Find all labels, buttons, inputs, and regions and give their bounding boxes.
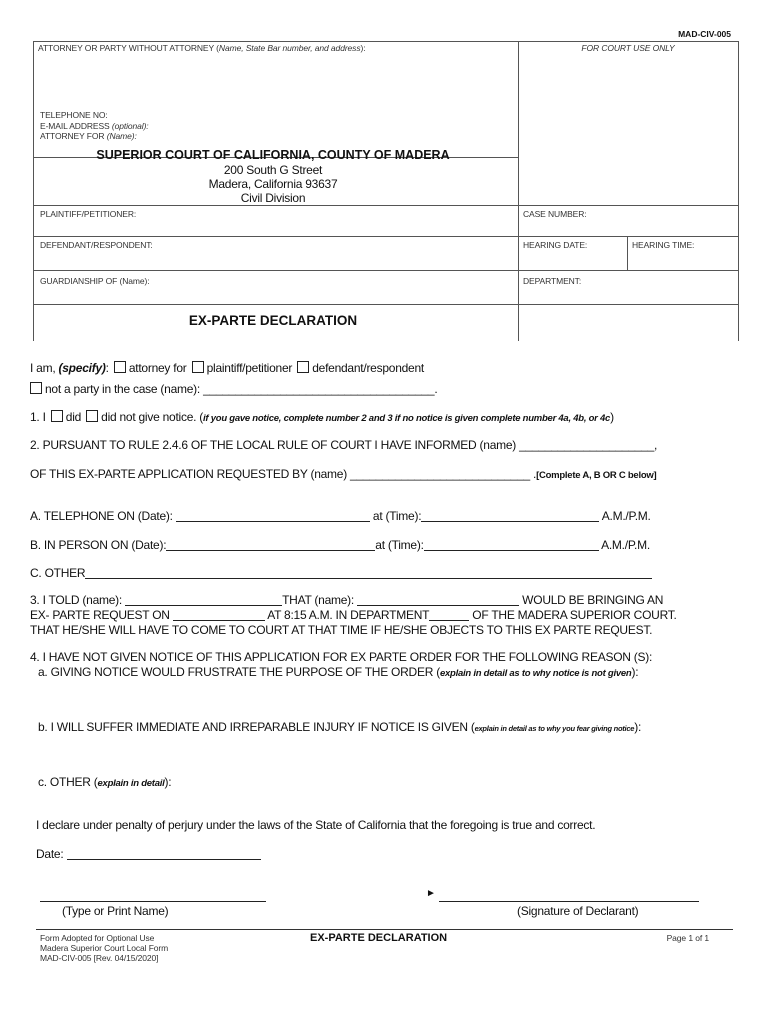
c-other-field[interactable] [85, 567, 652, 579]
date-field[interactable] [67, 848, 261, 860]
plaintiff-label: plaintiff/petitioner [206, 361, 293, 375]
attorney-hint: Name, State Bar number, and address [218, 43, 361, 53]
q2b-text: OF THIS EX-PARTE APPLICATION REQUESTED BY (name) ____________________________ . [30, 467, 537, 481]
divider [33, 270, 738, 271]
court-name: SUPERIOR COURT OF CALIFORNIA, COUNTY OF MADERA [96, 148, 450, 162]
a-ampm: A.M./P.M. [601, 509, 651, 523]
q3-told-label: 3. I TOLD (name): [30, 593, 126, 607]
divider [33, 41, 34, 341]
b-label: B. IN PERSON ON (Date): [30, 538, 167, 552]
iam-text: I am, [30, 361, 59, 375]
q4b-hint: explain in detail as to why you fear giving notice [474, 724, 635, 733]
divider [627, 236, 628, 270]
date-label: Date: [36, 847, 67, 861]
plaintiff-field[interactable]: PLAINTIFF/PETITIONER: [40, 209, 137, 219]
option-c-row [30, 566, 652, 580]
form-id: MAD-CIV-005 [678, 29, 731, 39]
guardianship-field[interactable]: GUARDIANSHIP OF (Name): [40, 276, 150, 286]
role-row [30, 361, 424, 375]
divider [33, 41, 738, 42]
q3-told-name-field[interactable] [125, 594, 282, 606]
telephone-label[interactable]: TELEPHONE NO: [40, 110, 108, 120]
q3-court-text: OF THE MADERA SUPERIOR COURT. [469, 608, 677, 622]
q1-end: ) [610, 410, 614, 424]
q4a-text: a. GIVING NOTICE WOULD FRUSTRATE THE PURPOSE OF THE ORDER ( [38, 665, 440, 679]
b-time-field[interactable] [424, 539, 599, 551]
print-name-label: (Type or Print Name) [62, 904, 169, 918]
divider [738, 41, 739, 341]
q4c-hint: explain in detail [97, 778, 165, 789]
footer-title: EX-PARTE DECLARATION [310, 932, 448, 944]
declaration-statement: I declare under penalty of perjury under the laws of the State of California that the foregoing is true and correct. [36, 818, 596, 832]
page-number: Page 1 of 1 [666, 933, 709, 943]
q1-hint: if you gave notice, complete number 2 and 3 if no notice is given complete number 4a, 4b, or 4c [203, 413, 611, 424]
plaintiff-checkbox[interactable] [192, 361, 204, 373]
q4a-hint: explain in detail as to why notice is not given [439, 668, 632, 679]
print-name-field[interactable] [40, 901, 266, 902]
q3-that-label: THAT (name): [282, 593, 358, 607]
email-label: E-MAIL ADDRESS [40, 121, 110, 131]
q4a-end: ): [631, 665, 639, 679]
q3-date-field[interactable] [173, 609, 265, 621]
q3-dept-field[interactable] [429, 609, 469, 621]
defendant-label: defendant/respondent [312, 361, 424, 375]
divider [518, 41, 519, 341]
q4c-row[interactable] [38, 775, 171, 789]
a-time-label: at (Time): [372, 509, 422, 523]
q1-prefix: 1. I [30, 410, 46, 424]
did-not-checkbox[interactable] [86, 410, 98, 422]
a-date-field[interactable] [176, 510, 370, 522]
b-date-field[interactable] [166, 539, 375, 551]
q3-that-name-field[interactable] [357, 594, 519, 606]
department-field[interactable]: DEPARTMENT: [523, 276, 582, 286]
attorney-label: ATTORNEY OR PARTY WITHOUT ATTORNEY ( [38, 43, 219, 53]
did-checkbox[interactable] [51, 410, 63, 422]
footer-divider [36, 929, 733, 930]
attorney-for-hint: (Name): [106, 131, 137, 141]
attorney-for-field[interactable] [40, 131, 137, 141]
email-field[interactable] [40, 121, 149, 131]
form-title: EX-PARTE DECLARATION [188, 313, 358, 328]
hearing-time-field[interactable]: HEARING TIME: [632, 240, 695, 250]
q4b-row[interactable] [38, 720, 641, 734]
court-use-label: FOR COURT USE ONLY [581, 43, 675, 53]
hearing-date-field[interactable]: HEARING DATE: [523, 240, 588, 250]
defendant-field[interactable]: DEFENDANT/RESPONDENT: [40, 240, 153, 250]
option-b-row [30, 538, 650, 552]
footer-line3: MAD-CIV-005 [Rev. 04/15/2020] [40, 953, 159, 963]
signature-field[interactable] [439, 901, 699, 902]
attorney-for-checkbox[interactable] [114, 361, 126, 373]
q2b-note: [Complete A, B OR C below] [536, 470, 657, 481]
footer-line1: Form Adopted for Optional Use [40, 933, 155, 943]
q3-bringing-text: WOULD BE BRINGING AN [519, 593, 664, 607]
q4c-text: c. OTHER ( [38, 775, 98, 789]
email-hint: (optional): [111, 121, 149, 131]
q3-dept-label: AT 8:15 A.M. IN DEPARTMENT [267, 608, 430, 622]
colon: : [105, 361, 109, 375]
attorney-end: ): [360, 43, 366, 53]
q3-line2 [30, 608, 677, 622]
q2-line[interactable]: 2. PURSUANT TO RULE 2.4.6 OF THE LOCAL RULE OF COURT I HAVE INFORMED (name) _____________________, [30, 438, 658, 452]
attorney-field[interactable] [38, 43, 365, 53]
not-party-label: not a party in the case (name): [45, 382, 204, 396]
divider [33, 304, 738, 305]
c-label: C. OTHER [30, 566, 86, 580]
q4b-text: b. I WILL SUFFER IMMEDIATE AND IRREPARABLE INJURY IF NOTICE IS GIVEN ( [38, 720, 475, 734]
q1-row [30, 410, 614, 424]
q2b-row[interactable] [30, 467, 656, 481]
not-party-checkbox[interactable] [30, 382, 42, 394]
did-label: did [65, 410, 82, 424]
attorney-for-label: attorney for [128, 361, 187, 375]
q4c-end: ): [164, 775, 172, 789]
q4b-end: ): [634, 720, 642, 734]
q4a-row[interactable] [38, 665, 638, 679]
specify-text: (specify) [58, 361, 106, 375]
case-number-field[interactable]: CASE NUMBER: [523, 209, 587, 219]
court-street: 200 South G Street [223, 163, 323, 177]
a-time-field[interactable] [421, 510, 599, 522]
did-not-label: did not give notice. ( [101, 410, 204, 424]
b-time-label: at (Time): [375, 538, 424, 552]
court-city: Madera, California 93637 [208, 177, 338, 191]
signature-label: (Signature of Declarant) [517, 904, 639, 918]
a-label: A. TELEPHONE ON (Date): [30, 509, 176, 523]
divider [33, 205, 738, 206]
not-party-row [28, 382, 437, 396]
b-ampm: A.M./P.M. [601, 538, 650, 552]
option-a-row [30, 509, 651, 523]
date-row [36, 847, 261, 861]
attorney-for-label: ATTORNEY FOR [40, 131, 105, 141]
arrow-icon: ► [426, 888, 436, 899]
q3-line3: THAT HE/SHE WILL HAVE TO COME TO COURT AT THAT TIME IF HE/SHE OBJECTS TO THIS EX PARTE REQUEST. [30, 623, 653, 637]
footer-line2: Madera Superior Court Local Form [40, 943, 169, 953]
q3-line1 [30, 593, 663, 607]
court-division: Civil Division [240, 191, 306, 205]
defendant-checkbox[interactable] [297, 361, 309, 373]
not-party-name-field[interactable]: ____________________________________. [203, 382, 438, 396]
divider [33, 236, 738, 237]
q3-request-label: EX- PARTE REQUEST ON [30, 608, 173, 622]
q4-heading: 4. I HAVE NOT GIVEN NOTICE OF THIS APPLICATION FOR EX PARTE ORDER FOR THE FOLLOWING REASON (S): [30, 650, 653, 664]
